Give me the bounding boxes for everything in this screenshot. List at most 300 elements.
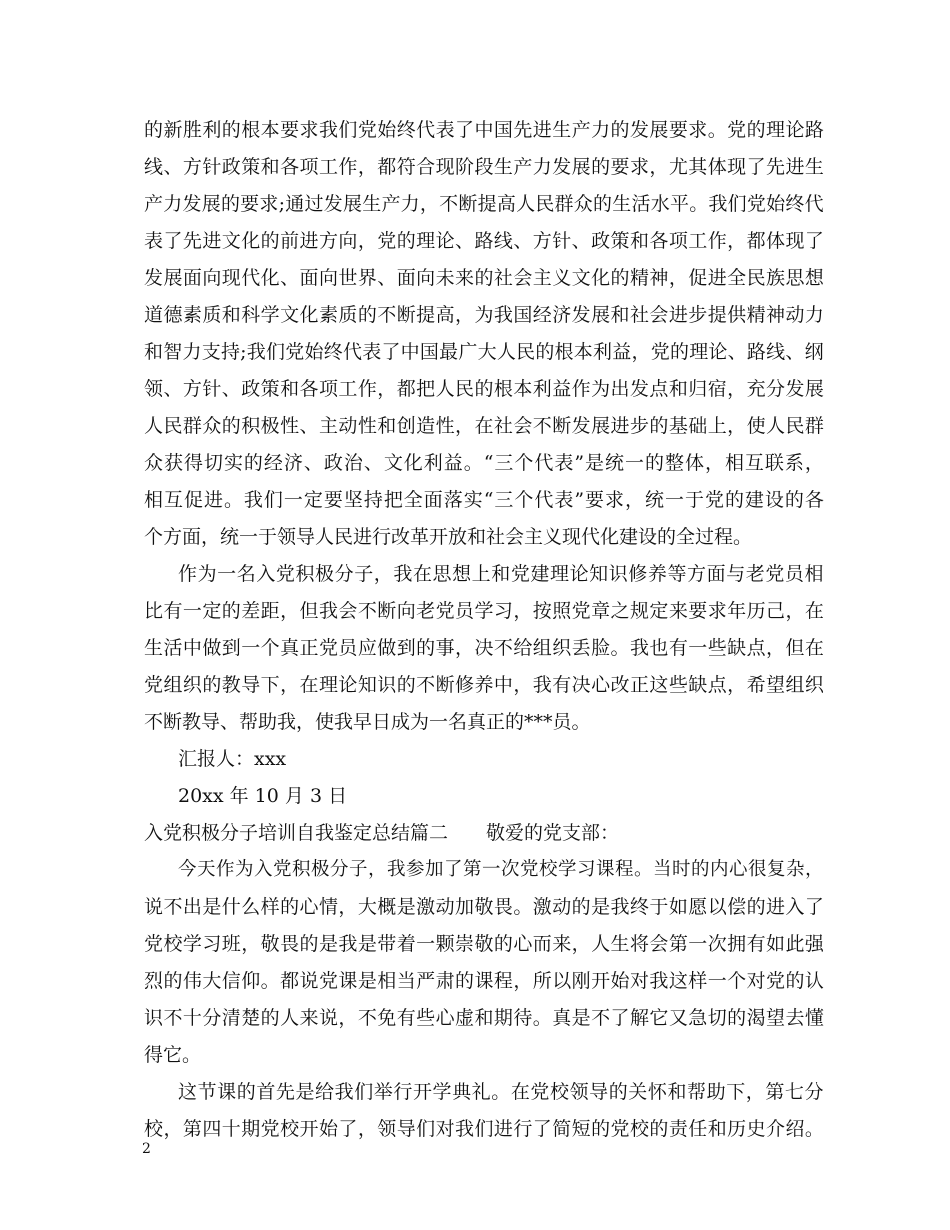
text-glyph: 党 — [285, 341, 305, 363]
text-glyph: 习 — [577, 859, 596, 880]
text-glyph: 一 — [688, 637, 708, 659]
text-glyph: 党 — [275, 563, 295, 585]
text-glyph: 国 — [493, 119, 513, 141]
text-glyph: 根 — [241, 119, 261, 141]
text-glyph: 么 — [241, 896, 261, 918]
text-glyph: 一 — [283, 489, 303, 511]
text-glyph: 政 — [591, 230, 611, 252]
text-glyph: 代 — [241, 267, 261, 289]
text-glyph: 党 — [377, 230, 397, 252]
text-glyph: 课 — [217, 1081, 237, 1103]
text-glyph: 畏 — [280, 933, 300, 955]
text-glyph: 求 — [688, 119, 708, 141]
text-glyph: 班 — [221, 933, 241, 955]
text-glyph: 心 — [299, 896, 319, 918]
text-glyph: 界 — [357, 267, 377, 289]
text-glyph: 文 — [383, 452, 403, 474]
text-glyph: 思 — [432, 563, 452, 585]
text-glyph: ， — [745, 1081, 765, 1103]
text-glyph: 的 — [416, 637, 436, 659]
text-glyph: 其 — [688, 156, 708, 178]
text-glyph: 党 — [510, 563, 530, 585]
text-glyph: 纲 — [804, 341, 824, 363]
text-glyph: 互 — [163, 489, 183, 511]
text-glyph: 宿 — [707, 378, 727, 400]
text-glyph: 不 — [163, 1007, 183, 1029]
text-glyph: 党 — [727, 119, 747, 141]
text-glyph: 复 — [767, 859, 786, 880]
text-glyph: 和 — [667, 1081, 687, 1103]
text-glyph: 强 — [804, 933, 824, 955]
text-glyph: 天 — [197, 859, 216, 880]
text-glyph: 文 — [221, 230, 241, 252]
text-glyph: 但 — [299, 600, 319, 622]
text-glyph: 分 — [804, 1081, 824, 1103]
text-glyph: ， — [804, 452, 824, 474]
text-glyph: 来 — [668, 600, 688, 622]
text-glyph: 、 — [455, 230, 475, 252]
text-glyph: 事 — [435, 637, 455, 659]
text-glyph: 和 — [491, 563, 511, 585]
text-glyph: 分 — [202, 1007, 222, 1029]
text-glyph: 的 — [591, 156, 611, 178]
text-glyph: 表 — [554, 452, 574, 474]
text-glyph: 本 — [260, 119, 280, 141]
text-glyph: 校 — [163, 933, 183, 955]
text-glyph: 会 — [649, 304, 669, 326]
text-glyph: 校 — [539, 859, 558, 880]
text-glyph: 们 — [416, 1118, 436, 1140]
text-glyph: 组 — [785, 674, 805, 696]
text-glyph: 大 — [477, 341, 497, 363]
text-glyph: 缺 — [727, 637, 747, 659]
text-glyph: 项 — [668, 230, 688, 252]
text-glyph: 入 — [256, 563, 276, 585]
text-glyph: 先 — [182, 230, 202, 252]
text-glyph: 程 — [615, 859, 634, 880]
text-glyph: 理 — [416, 230, 436, 252]
text-glyph: 展 — [571, 156, 591, 178]
text-glyph: 助 — [706, 1081, 726, 1103]
text-glyph: 策 — [241, 156, 261, 178]
text-glyph: ， — [631, 341, 651, 363]
text-glyph: 的 — [474, 267, 494, 289]
text-glyph: 在 — [510, 1081, 530, 1103]
text-glyph: 将 — [629, 933, 649, 955]
text-glyph: 了 — [532, 1118, 552, 1140]
text-glyph: 进 — [299, 230, 319, 252]
text-glyph: 是 — [357, 970, 377, 992]
text-glyph: 产 — [144, 193, 164, 215]
text-glyph: 了 — [455, 119, 475, 141]
text-glyph: 始 — [610, 970, 630, 992]
text-glyph: 学 — [260, 304, 280, 326]
text-glyph: 上 — [471, 563, 491, 585]
text-glyph: 礼 — [471, 1081, 491, 1103]
text-glyph: 不 — [591, 1007, 611, 1029]
text-glyph: 动 — [338, 415, 358, 437]
text-glyph: 了 — [804, 230, 824, 252]
text-glyph: 心 — [513, 933, 533, 955]
text-glyph: ， — [625, 489, 645, 511]
text-glyph: 群 — [554, 193, 574, 215]
text-glyph: 入 — [254, 859, 273, 880]
text-glyph: 渴 — [746, 1007, 766, 1029]
text-glyph: 各 — [804, 489, 824, 511]
text-glyph: 肃 — [435, 970, 455, 992]
text-glyph: 益 — [552, 378, 572, 400]
text-glyph: 作 — [357, 378, 377, 400]
text-glyph: 敬 — [260, 933, 280, 955]
text-glyph: 组 — [163, 674, 183, 696]
text-glyph: 历 — [727, 1118, 747, 1140]
body-text-line — [144, 376, 824, 402]
text-glyph: 心 — [591, 674, 611, 696]
text-glyph: 为 — [235, 859, 254, 880]
text-glyph: 断 — [435, 674, 455, 696]
text-glyph: 的 — [649, 1118, 669, 1140]
text-glyph: 理 — [766, 119, 786, 141]
text-glyph: 以 — [707, 896, 727, 918]
text-glyph: 支 — [201, 341, 221, 363]
text-glyph: 来 — [455, 267, 475, 289]
text-glyph: 解 — [629, 1007, 649, 1029]
text-glyph: 的 — [260, 1007, 280, 1029]
text-glyph: 和 — [377, 415, 397, 437]
text-glyph: 些 — [416, 1007, 436, 1029]
text-glyph: 老 — [745, 563, 765, 585]
text-glyph: 针 — [552, 230, 572, 252]
text-glyph: 我 — [334, 1081, 354, 1103]
text-glyph: 提 — [416, 304, 436, 326]
text-glyph: 本 — [573, 341, 593, 363]
text-glyph: 对 — [435, 1118, 455, 1140]
text-glyph: 进 — [532, 119, 552, 141]
text-glyph: 不 — [377, 304, 397, 326]
text-glyph: 关 — [628, 1081, 648, 1103]
text-glyph: 给 — [315, 1081, 335, 1103]
text-glyph: 真 — [280, 637, 300, 659]
text-glyph: 敬 — [474, 933, 494, 955]
text-glyph: 免 — [377, 1007, 397, 1029]
text-glyph: 切 — [203, 452, 223, 474]
text-glyph: 济 — [283, 452, 303, 474]
text-glyph: 我 — [338, 933, 358, 955]
text-glyph: ， — [280, 674, 300, 696]
body-text-line — [144, 154, 824, 180]
text-glyph: 导 — [241, 674, 261, 696]
text-glyph: 楚 — [241, 1007, 261, 1029]
text-glyph: 民 — [535, 193, 555, 215]
page-number: 2 — [142, 1141, 151, 1157]
text-glyph: 的 — [645, 452, 665, 474]
text-glyph: 心 — [729, 859, 748, 880]
text-glyph: 要 — [280, 119, 300, 141]
text-glyph: 神 — [649, 267, 669, 289]
text-glyph: 德 — [163, 304, 183, 326]
text-glyph: 把 — [383, 489, 403, 511]
text-glyph: 相 — [724, 452, 744, 474]
text-glyph: 这 — [649, 674, 669, 696]
text-glyph: 线 — [493, 230, 513, 252]
text-glyph: “ — [483, 489, 494, 511]
text-glyph: 现 — [435, 156, 455, 178]
text-glyph: 线 — [766, 341, 786, 363]
text-glyph: 些 — [707, 637, 727, 659]
text-glyph: 展 — [163, 267, 183, 289]
text-glyph: 习 — [202, 933, 222, 955]
text-glyph: 党 — [766, 970, 786, 992]
text-glyph: 了 — [610, 1007, 630, 1029]
text-glyph: 有 — [552, 674, 572, 696]
text-glyph: 工 — [688, 230, 708, 252]
text-glyph: 修 — [628, 563, 648, 585]
text-glyph: 党 — [571, 600, 591, 622]
text-glyph: 畏 — [493, 896, 513, 918]
text-glyph: 等 — [667, 563, 687, 585]
text-glyph: 人 — [144, 415, 164, 437]
text-glyph: 展 — [201, 193, 221, 215]
text-glyph: 实 — [223, 452, 243, 474]
text-glyph: 各 — [280, 156, 300, 178]
text-glyph: 提 — [477, 193, 497, 215]
text-glyph: ， — [727, 230, 747, 252]
text-glyph: 决 — [571, 674, 591, 696]
text-glyph: 有 — [163, 600, 183, 622]
text-glyph: 益 — [443, 452, 463, 474]
text-glyph: 供 — [727, 304, 747, 326]
text-glyph: 终 — [396, 119, 416, 141]
text-glyph: 出 — [182, 896, 202, 918]
text-glyph: 人 — [435, 378, 455, 400]
text-glyph: 力 — [182, 341, 202, 363]
text-glyph: 不 — [163, 896, 183, 918]
text-glyph: 在 — [804, 600, 824, 622]
text-glyph: 我 — [455, 1118, 475, 1140]
text-glyph: 全 — [403, 489, 423, 511]
text-glyph: 介 — [766, 1118, 786, 1140]
text-glyph: 分 — [766, 378, 786, 400]
text-glyph: 社 — [493, 267, 513, 289]
text-glyph: 点 — [746, 637, 766, 659]
text-glyph: 经 — [263, 452, 283, 474]
text-glyph: 。 — [513, 896, 533, 918]
text-glyph: 体 — [707, 156, 727, 178]
text-glyph: 、 — [785, 341, 805, 363]
text-glyph: 论 — [708, 341, 728, 363]
text-glyph: 子 — [349, 859, 368, 880]
text-glyph: 根 — [493, 378, 513, 400]
text-glyph: 思 — [785, 267, 805, 289]
text-glyph: 第 — [765, 1081, 785, 1103]
text-glyph: 学 — [558, 859, 577, 880]
text-glyph: 表 — [144, 230, 164, 252]
text-glyph: 组 — [532, 637, 552, 659]
text-glyph: 工 — [318, 156, 338, 178]
text-glyph: 史 — [746, 1118, 766, 1140]
text-glyph: 断 — [458, 193, 478, 215]
text-glyph: 活 — [163, 637, 183, 659]
text-glyph: 说 — [144, 896, 164, 918]
text-glyph: 是 — [591, 896, 611, 918]
text-glyph: 都 — [746, 230, 766, 252]
text-glyph: 子 — [354, 563, 374, 585]
text-glyph: 于 — [684, 489, 704, 511]
text-glyph: 路 — [474, 230, 494, 252]
text-glyph: 、 — [163, 156, 183, 178]
text-glyph: 以 — [552, 970, 572, 992]
text-glyph: 经 — [532, 304, 552, 326]
text-glyph: ; — [240, 341, 247, 363]
reporter-line: 汇报人：xxx — [178, 748, 287, 770]
text-glyph: 充 — [746, 378, 766, 400]
text-glyph: 心 — [435, 1007, 455, 1029]
text-glyph: 统 — [645, 489, 665, 511]
text-glyph: 力 — [163, 193, 183, 215]
body-text-line: 不断教导、帮助我，使我早日成为一名真正的***员。 — [144, 711, 591, 733]
text-glyph: 切 — [707, 1007, 727, 1029]
text-glyph: 理 — [549, 563, 569, 585]
text-glyph: 一 — [416, 933, 436, 955]
text-glyph: ; — [278, 193, 286, 215]
text-glyph: 党 — [357, 119, 377, 141]
text-glyph: 期 — [493, 1007, 513, 1029]
text-glyph: 素 — [182, 304, 202, 326]
text-glyph: 对 — [746, 970, 766, 992]
text-glyph: 大 — [357, 896, 377, 918]
text-glyph: 们 — [474, 1118, 494, 1140]
text-glyph: 了 — [163, 230, 183, 252]
text-glyph: 本 — [513, 378, 533, 400]
text-glyph: 任 — [688, 1118, 708, 1140]
text-glyph: 人 — [516, 193, 536, 215]
text-glyph: 尤 — [668, 156, 688, 178]
text-glyph: 段 — [474, 156, 494, 178]
text-glyph: 实 — [463, 489, 483, 511]
text-glyph: ， — [357, 1118, 377, 1140]
text-glyph: 力 — [591, 119, 611, 141]
text-glyph: 向 — [396, 600, 416, 622]
text-glyph: 相 — [377, 970, 397, 992]
text-glyph: 的 — [784, 489, 804, 511]
text-glyph: 这 — [178, 1081, 198, 1103]
text-glyph: 和 — [474, 1007, 494, 1029]
text-glyph: 党 — [435, 600, 455, 622]
text-glyph: 终 — [785, 193, 805, 215]
text-glyph: 正 — [629, 674, 649, 696]
text-glyph: 方 — [182, 156, 202, 178]
text-glyph: ， — [163, 1118, 183, 1140]
text-glyph: 拥 — [727, 933, 747, 955]
text-glyph: 如 — [766, 933, 786, 955]
text-glyph: 分 — [334, 563, 354, 585]
text-glyph: 人 — [766, 415, 786, 437]
text-glyph: 有 — [396, 1007, 416, 1029]
text-glyph: 距 — [260, 600, 280, 622]
text-glyph: 利 — [423, 452, 443, 474]
text-glyph: 内 — [710, 859, 729, 880]
text-glyph: 校 — [144, 1118, 164, 1140]
text-glyph: 展 — [591, 415, 611, 437]
text-glyph: 向 — [416, 267, 436, 289]
text-glyph: 进 — [785, 156, 805, 178]
text-glyph: 、 — [363, 452, 383, 474]
text-glyph: 针 — [202, 156, 222, 178]
text-glyph: 加 — [455, 896, 475, 918]
text-glyph: 党 — [650, 341, 670, 363]
text-glyph: 。 — [463, 452, 483, 474]
text-glyph: 课 — [474, 970, 494, 992]
text-glyph: 时 — [672, 859, 691, 880]
text-glyph: 待 — [513, 1007, 533, 1029]
text-glyph: 创 — [396, 415, 416, 437]
text-glyph: 性 — [435, 415, 455, 437]
text-glyph: 系 — [784, 452, 804, 474]
text-glyph: 。 — [634, 859, 653, 880]
text-glyph: 望 — [766, 674, 786, 696]
text-glyph: 是 — [318, 933, 338, 955]
text-glyph: 针 — [202, 378, 222, 400]
text-glyph: 首 — [256, 1081, 276, 1103]
text-glyph: 我 — [387, 859, 406, 880]
text-glyph: 会 — [338, 600, 358, 622]
text-glyph: 的 — [474, 378, 494, 400]
text-glyph: 互 — [744, 452, 764, 474]
text-glyph: 的 — [610, 119, 630, 141]
text-glyph: 这 — [668, 970, 688, 992]
body-text-line — [144, 117, 824, 143]
text-glyph: 前 — [280, 230, 300, 252]
text-glyph: 想 — [804, 267, 824, 289]
text-glyph: 质 — [202, 304, 222, 326]
text-glyph: 和 — [707, 1118, 727, 1140]
text-glyph: 改 — [610, 674, 630, 696]
text-glyph: 产 — [381, 193, 401, 215]
text-glyph: 校 — [280, 1118, 300, 1140]
text-glyph: 素 — [318, 304, 338, 326]
text-glyph: 利 — [202, 119, 222, 141]
text-glyph: 识 — [608, 563, 628, 585]
text-glyph: 来 — [552, 933, 572, 955]
text-glyph: 十 — [182, 1007, 202, 1029]
text-glyph: 点 — [707, 674, 727, 696]
text-glyph: 坚 — [343, 489, 363, 511]
text-glyph: 众 — [573, 193, 593, 215]
body-text-line — [144, 894, 824, 920]
text-glyph: 样 — [260, 896, 280, 918]
text-glyph: 当 — [396, 970, 416, 992]
text-glyph: 的 — [669, 341, 689, 363]
text-glyph: 程 — [493, 970, 513, 992]
text-glyph: 而 — [532, 933, 552, 955]
text-glyph: 的 — [727, 1007, 747, 1029]
body-text-line — [144, 302, 824, 328]
text-glyph: ， — [513, 600, 533, 622]
text-glyph: 面 — [396, 267, 416, 289]
text-glyph: 、 — [727, 341, 747, 363]
text-glyph: 差 — [241, 600, 261, 622]
text-glyph: 极 — [260, 415, 280, 437]
text-glyph: 民 — [163, 415, 183, 437]
text-glyph: 举 — [373, 1081, 393, 1103]
text-glyph: 个 — [514, 489, 534, 511]
text-glyph: 敬 — [474, 896, 494, 918]
text-glyph: 建 — [530, 563, 550, 585]
text-glyph: 节 — [197, 1081, 217, 1103]
text-glyph: ， — [357, 230, 377, 252]
text-glyph: 员 — [455, 600, 475, 622]
text-glyph: 对 — [629, 970, 649, 992]
